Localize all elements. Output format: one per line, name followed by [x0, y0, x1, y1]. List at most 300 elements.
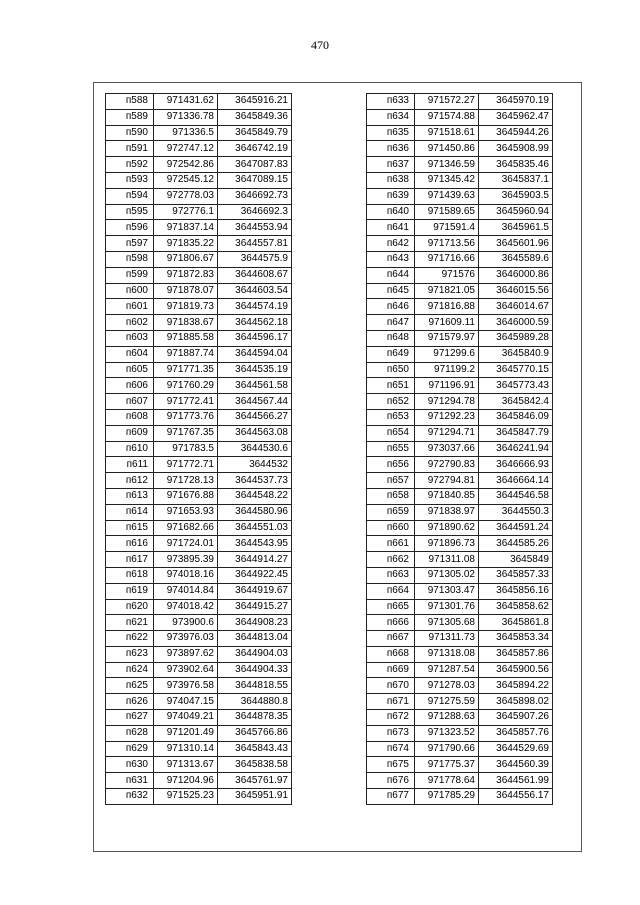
x-coordinate-cell: 974018.16 [154, 567, 218, 583]
point-id-cell: п667 [367, 631, 415, 647]
table-row [106, 646, 292, 662]
x-coordinate-cell: 974014.84 [154, 583, 218, 599]
point-id-cell: п608 [106, 409, 154, 425]
point-id-cell: п676 [367, 773, 415, 789]
y-coordinate-cell: 3645773.43 [479, 378, 553, 394]
x-coordinate-cell: 971301.76 [415, 599, 479, 615]
table-row [367, 678, 553, 694]
y-coordinate-cell: 3645840.9 [479, 346, 553, 362]
point-id-cell: п588 [106, 94, 154, 110]
x-coordinate-cell: 971821.05 [415, 283, 479, 299]
table-row [106, 204, 292, 220]
table-row [106, 188, 292, 204]
x-coordinate-cell: 971345.42 [415, 172, 479, 188]
y-coordinate-cell: 3645849 [479, 552, 553, 568]
point-id-cell: п634 [367, 109, 415, 125]
table-row [106, 125, 292, 141]
point-id-cell: п615 [106, 520, 154, 536]
x-coordinate-cell: 971775.37 [415, 757, 479, 773]
table-row [106, 710, 292, 726]
x-coordinate-cell: 971294.78 [415, 394, 479, 410]
point-id-cell: п639 [367, 188, 415, 204]
y-coordinate-cell: 3645960.94 [479, 204, 553, 220]
y-coordinate-cell: 3644561.58 [218, 378, 292, 394]
table-row [106, 299, 292, 315]
point-id-cell: п610 [106, 441, 154, 457]
x-coordinate-cell: 971760.29 [154, 378, 218, 394]
table-row [367, 236, 553, 252]
point-id-cell: п668 [367, 646, 415, 662]
x-coordinate-cell: 972747.12 [154, 141, 218, 157]
y-coordinate-cell: 3644566.27 [218, 409, 292, 425]
x-coordinate-cell: 971199.2 [415, 362, 479, 378]
point-id-cell: п652 [367, 394, 415, 410]
x-coordinate-cell: 971311.08 [415, 552, 479, 568]
x-coordinate-cell: 971872.83 [154, 267, 218, 283]
x-coordinate-cell: 971313.67 [154, 757, 218, 773]
point-id-cell: п603 [106, 330, 154, 346]
point-id-cell: п625 [106, 678, 154, 694]
x-coordinate-cell: 971767.35 [154, 425, 218, 441]
y-coordinate-cell: 3644562.18 [218, 315, 292, 331]
y-coordinate-cell: 3644914.27 [218, 552, 292, 568]
x-coordinate-cell: 971336.5 [154, 125, 218, 141]
y-coordinate-cell: 3647089.15 [218, 172, 292, 188]
x-coordinate-cell: 971840.85 [415, 488, 479, 504]
x-coordinate-cell: 971785.29 [415, 789, 479, 805]
x-coordinate-cell: 971591.4 [415, 220, 479, 236]
point-id-cell: п663 [367, 567, 415, 583]
table-row [367, 204, 553, 220]
y-coordinate-cell: 3644591.24 [479, 520, 553, 536]
y-coordinate-cell: 3644919.67 [218, 583, 292, 599]
point-id-cell: п662 [367, 552, 415, 568]
y-coordinate-cell: 3645900.56 [479, 662, 553, 678]
point-id-cell: п624 [106, 662, 154, 678]
y-coordinate-cell: 3646664.14 [479, 473, 553, 489]
point-id-cell: п620 [106, 599, 154, 615]
table-row [367, 504, 553, 520]
y-coordinate-cell: 3644878.35 [218, 710, 292, 726]
table-row [106, 141, 292, 157]
point-id-cell: п611 [106, 457, 154, 473]
point-id-cell: п597 [106, 236, 154, 252]
x-coordinate-cell: 971837.14 [154, 220, 218, 236]
x-coordinate-cell: 971323.52 [415, 725, 479, 741]
point-id-cell: п595 [106, 204, 154, 220]
table-row [367, 615, 553, 631]
x-coordinate-cell: 971835.22 [154, 236, 218, 252]
table-row [106, 109, 292, 125]
table-row [367, 283, 553, 299]
y-coordinate-cell: 3644904.33 [218, 662, 292, 678]
x-coordinate-cell: 971275.59 [415, 694, 479, 710]
y-coordinate-cell: 3644813.04 [218, 631, 292, 647]
point-id-cell: п645 [367, 283, 415, 299]
x-coordinate-cell: 971772.71 [154, 457, 218, 473]
table-row [367, 188, 553, 204]
y-coordinate-cell: 3645842.4 [479, 394, 553, 410]
table-row [367, 330, 553, 346]
y-coordinate-cell: 3646000.86 [479, 267, 553, 283]
x-coordinate-cell: 972545.12 [154, 172, 218, 188]
point-id-cell: п630 [106, 757, 154, 773]
x-coordinate-cell: 973037.66 [415, 441, 479, 457]
table-row [367, 536, 553, 552]
coordinates-table-right [366, 93, 553, 805]
table-row [106, 378, 292, 394]
table-row [367, 346, 553, 362]
y-coordinate-cell: 3644908.23 [218, 615, 292, 631]
point-id-cell: п644 [367, 267, 415, 283]
table-row [106, 362, 292, 378]
table-row [367, 757, 553, 773]
table-row [106, 662, 292, 678]
point-id-cell: п598 [106, 251, 154, 267]
point-id-cell: п622 [106, 631, 154, 647]
point-id-cell: п626 [106, 694, 154, 710]
page-number: 470 [311, 38, 329, 52]
x-coordinate-cell: 971713.56 [415, 236, 479, 252]
point-id-cell: п614 [106, 504, 154, 520]
y-coordinate-cell: 3645846.09 [479, 409, 553, 425]
x-coordinate-cell: 971579.97 [415, 330, 479, 346]
x-coordinate-cell: 971518.61 [415, 125, 479, 141]
y-coordinate-cell: 3644560.39 [479, 757, 553, 773]
y-coordinate-cell: 3645589.6 [479, 251, 553, 267]
point-id-cell: п654 [367, 425, 415, 441]
table-row [367, 441, 553, 457]
point-id-cell: п617 [106, 552, 154, 568]
y-coordinate-cell: 3644543.95 [218, 536, 292, 552]
x-coordinate-cell: 971838.67 [154, 315, 218, 331]
x-coordinate-cell: 971806.67 [154, 251, 218, 267]
table-row [367, 172, 553, 188]
table-row [367, 789, 553, 805]
table-row [106, 741, 292, 757]
table-row [367, 567, 553, 583]
x-coordinate-cell: 971299.6 [415, 346, 479, 362]
y-coordinate-cell: 3645894.22 [479, 678, 553, 694]
table-row [106, 172, 292, 188]
y-coordinate-cell: 3645838.58 [218, 757, 292, 773]
point-id-cell: п640 [367, 204, 415, 220]
point-id-cell: п594 [106, 188, 154, 204]
y-coordinate-cell: 3645835.46 [479, 157, 553, 173]
y-coordinate-cell: 3644557.81 [218, 236, 292, 252]
y-coordinate-cell: 3645907.26 [479, 710, 553, 726]
x-coordinate-cell: 971771.35 [154, 362, 218, 378]
y-coordinate-cell: 3645601.96 [479, 236, 553, 252]
x-coordinate-cell: 971682.66 [154, 520, 218, 536]
table-row [367, 141, 553, 157]
table-row [367, 725, 553, 741]
y-coordinate-cell: 3644922.45 [218, 567, 292, 583]
x-coordinate-cell: 971439.63 [415, 188, 479, 204]
table-row [367, 488, 553, 504]
y-coordinate-cell: 3645770.15 [479, 362, 553, 378]
point-id-cell: п661 [367, 536, 415, 552]
point-id-cell: п592 [106, 157, 154, 173]
y-coordinate-cell: 3644915.27 [218, 599, 292, 615]
table-row [367, 662, 553, 678]
y-coordinate-cell: 3645766.86 [218, 725, 292, 741]
table-row [367, 299, 553, 315]
point-id-cell: п621 [106, 615, 154, 631]
table-row [106, 283, 292, 299]
table-row [106, 457, 292, 473]
table-row [367, 520, 553, 536]
x-coordinate-cell: 971346.59 [415, 157, 479, 173]
x-coordinate-cell: 971790.66 [415, 741, 479, 757]
x-coordinate-cell: 971292.23 [415, 409, 479, 425]
y-coordinate-cell: 3645853.34 [479, 631, 553, 647]
y-coordinate-cell: 3644561.99 [479, 773, 553, 789]
y-coordinate-cell: 3646692.3 [218, 204, 292, 220]
table-row [106, 330, 292, 346]
x-coordinate-cell: 973976.03 [154, 631, 218, 647]
point-id-cell: п593 [106, 172, 154, 188]
x-coordinate-cell: 971310.14 [154, 741, 218, 757]
point-id-cell: п671 [367, 694, 415, 710]
table-row [367, 94, 553, 110]
x-coordinate-cell: 974047.15 [154, 694, 218, 710]
y-coordinate-cell: 3645944.26 [479, 125, 553, 141]
point-id-cell: п609 [106, 425, 154, 441]
table-row [367, 362, 553, 378]
table-row [367, 552, 553, 568]
point-id-cell: п675 [367, 757, 415, 773]
point-id-cell: п604 [106, 346, 154, 362]
table-row [106, 488, 292, 504]
point-id-cell: п605 [106, 362, 154, 378]
table-row [367, 599, 553, 615]
point-id-cell: п643 [367, 251, 415, 267]
y-coordinate-cell: 3646241.94 [479, 441, 553, 457]
point-id-cell: п623 [106, 646, 154, 662]
point-id-cell: п632 [106, 789, 154, 805]
x-coordinate-cell: 971204.96 [154, 773, 218, 789]
y-coordinate-cell: 3645861.8 [479, 615, 553, 631]
table-row [367, 646, 553, 662]
y-coordinate-cell: 3646015.56 [479, 283, 553, 299]
x-coordinate-cell: 971772.41 [154, 394, 218, 410]
table-row [106, 757, 292, 773]
point-id-cell: п596 [106, 220, 154, 236]
table-row [106, 473, 292, 489]
table-row [106, 631, 292, 647]
table-row [367, 583, 553, 599]
point-id-cell: п638 [367, 172, 415, 188]
y-coordinate-cell: 3645898.02 [479, 694, 553, 710]
table-row [367, 315, 553, 331]
table-row [106, 315, 292, 331]
y-coordinate-cell: 3645857.33 [479, 567, 553, 583]
x-coordinate-cell: 971778.64 [415, 773, 479, 789]
y-coordinate-cell: 3645903.5 [479, 188, 553, 204]
point-id-cell: п660 [367, 520, 415, 536]
x-coordinate-cell: 973897.62 [154, 646, 218, 662]
x-coordinate-cell: 971303.47 [415, 583, 479, 599]
table-row [367, 378, 553, 394]
x-coordinate-cell: 971887.74 [154, 346, 218, 362]
table-row [367, 457, 553, 473]
x-coordinate-cell: 972542.86 [154, 157, 218, 173]
point-id-cell: п590 [106, 125, 154, 141]
x-coordinate-cell: 971783.5 [154, 441, 218, 457]
y-coordinate-cell: 3644551.03 [218, 520, 292, 536]
y-coordinate-cell: 3644567.44 [218, 394, 292, 410]
x-coordinate-cell: 971890.62 [415, 520, 479, 536]
table-row [106, 267, 292, 283]
point-id-cell: п672 [367, 710, 415, 726]
y-coordinate-cell: 3645989.28 [479, 330, 553, 346]
table-row [367, 741, 553, 757]
y-coordinate-cell: 3644596.17 [218, 330, 292, 346]
y-coordinate-cell: 3644556.17 [479, 789, 553, 805]
y-coordinate-cell: 3644537.73 [218, 473, 292, 489]
x-coordinate-cell: 972794.81 [415, 473, 479, 489]
y-coordinate-cell: 3645962.47 [479, 109, 553, 125]
x-coordinate-cell: 974018.42 [154, 599, 218, 615]
y-coordinate-cell: 3644880.8 [218, 694, 292, 710]
x-coordinate-cell: 971816.88 [415, 299, 479, 315]
x-coordinate-cell: 971885.58 [154, 330, 218, 346]
y-coordinate-cell: 3645761.97 [218, 773, 292, 789]
point-id-cell: п647 [367, 315, 415, 331]
table-row [106, 394, 292, 410]
point-id-cell: п589 [106, 109, 154, 125]
y-coordinate-cell: 3645847.79 [479, 425, 553, 441]
table-row [367, 773, 553, 789]
y-coordinate-cell: 3646666.93 [479, 457, 553, 473]
y-coordinate-cell: 3644550.3 [479, 504, 553, 520]
point-id-cell: п648 [367, 330, 415, 346]
point-id-cell: п659 [367, 504, 415, 520]
y-coordinate-cell: 3645856.16 [479, 583, 553, 599]
table-row [106, 346, 292, 362]
x-coordinate-cell: 971525.23 [154, 789, 218, 805]
point-id-cell: п635 [367, 125, 415, 141]
point-id-cell: п670 [367, 678, 415, 694]
x-coordinate-cell: 971305.02 [415, 567, 479, 583]
x-coordinate-cell: 971609.11 [415, 315, 479, 331]
table-row [367, 694, 553, 710]
y-coordinate-cell: 3644904.03 [218, 646, 292, 662]
table-row [367, 394, 553, 410]
table-row [367, 109, 553, 125]
x-coordinate-cell: 971589.65 [415, 204, 479, 220]
x-coordinate-cell: 971819.73 [154, 299, 218, 315]
y-coordinate-cell: 3644535.19 [218, 362, 292, 378]
point-id-cell: п607 [106, 394, 154, 410]
table-row [106, 409, 292, 425]
y-coordinate-cell: 3644563.08 [218, 425, 292, 441]
table-row [367, 473, 553, 489]
x-coordinate-cell: 971574.88 [415, 109, 479, 125]
table-row [106, 536, 292, 552]
y-coordinate-cell: 3646692.73 [218, 188, 292, 204]
table-row [106, 789, 292, 805]
point-id-cell: п602 [106, 315, 154, 331]
table-row [106, 694, 292, 710]
x-coordinate-cell: 971716.66 [415, 251, 479, 267]
x-coordinate-cell: 971450.86 [415, 141, 479, 157]
table-row [106, 678, 292, 694]
y-coordinate-cell: 3644553.94 [218, 220, 292, 236]
y-coordinate-cell: 3644529.69 [479, 741, 553, 757]
x-coordinate-cell: 971431.62 [154, 94, 218, 110]
y-coordinate-cell: 3645837.1 [479, 172, 553, 188]
y-coordinate-cell: 3645857.76 [479, 725, 553, 741]
x-coordinate-cell: 971278.03 [415, 678, 479, 694]
point-id-cell: п628 [106, 725, 154, 741]
point-id-cell: п627 [106, 710, 154, 726]
y-coordinate-cell: 3645908.99 [479, 141, 553, 157]
x-coordinate-cell: 971196.91 [415, 378, 479, 394]
table-row [106, 94, 292, 110]
point-id-cell: п613 [106, 488, 154, 504]
table-row [367, 267, 553, 283]
x-coordinate-cell: 971653.93 [154, 504, 218, 520]
x-coordinate-cell: 971576 [415, 267, 479, 283]
y-coordinate-cell: 3647087.83 [218, 157, 292, 173]
table-row [106, 599, 292, 615]
point-id-cell: п666 [367, 615, 415, 631]
table-row [367, 220, 553, 236]
point-id-cell: п636 [367, 141, 415, 157]
table-row [106, 441, 292, 457]
table-row [367, 631, 553, 647]
point-id-cell: п599 [106, 267, 154, 283]
y-coordinate-cell: 3644548.22 [218, 488, 292, 504]
table-row [106, 567, 292, 583]
table-row [106, 251, 292, 267]
y-coordinate-cell: 3644574.19 [218, 299, 292, 315]
x-coordinate-cell: 972790.83 [415, 457, 479, 473]
point-id-cell: п612 [106, 473, 154, 489]
table-row [106, 504, 292, 520]
x-coordinate-cell: 973976.58 [154, 678, 218, 694]
table-row [106, 425, 292, 441]
x-coordinate-cell: 971676.88 [154, 488, 218, 504]
table-row [106, 520, 292, 536]
y-coordinate-cell: 3645849.36 [218, 109, 292, 125]
x-coordinate-cell: 971311.73 [415, 631, 479, 647]
point-id-cell: п664 [367, 583, 415, 599]
x-coordinate-cell: 971724.01 [154, 536, 218, 552]
point-id-cell: п642 [367, 236, 415, 252]
y-coordinate-cell: 3644546.58 [479, 488, 553, 504]
table-row [106, 615, 292, 631]
point-id-cell: п656 [367, 457, 415, 473]
y-coordinate-cell: 3646742.19 [218, 141, 292, 157]
x-coordinate-cell: 973895.39 [154, 552, 218, 568]
x-coordinate-cell: 971838.97 [415, 504, 479, 520]
x-coordinate-cell: 972776.1 [154, 204, 218, 220]
table-row [106, 583, 292, 599]
point-id-cell: п619 [106, 583, 154, 599]
x-coordinate-cell: 972778.03 [154, 188, 218, 204]
table-row [367, 125, 553, 141]
y-coordinate-cell: 3645961.5 [479, 220, 553, 236]
point-id-cell: п600 [106, 283, 154, 299]
point-id-cell: п646 [367, 299, 415, 315]
point-id-cell: п601 [106, 299, 154, 315]
y-coordinate-cell: 3644585.26 [479, 536, 553, 552]
table-row [367, 425, 553, 441]
table-row [106, 157, 292, 173]
